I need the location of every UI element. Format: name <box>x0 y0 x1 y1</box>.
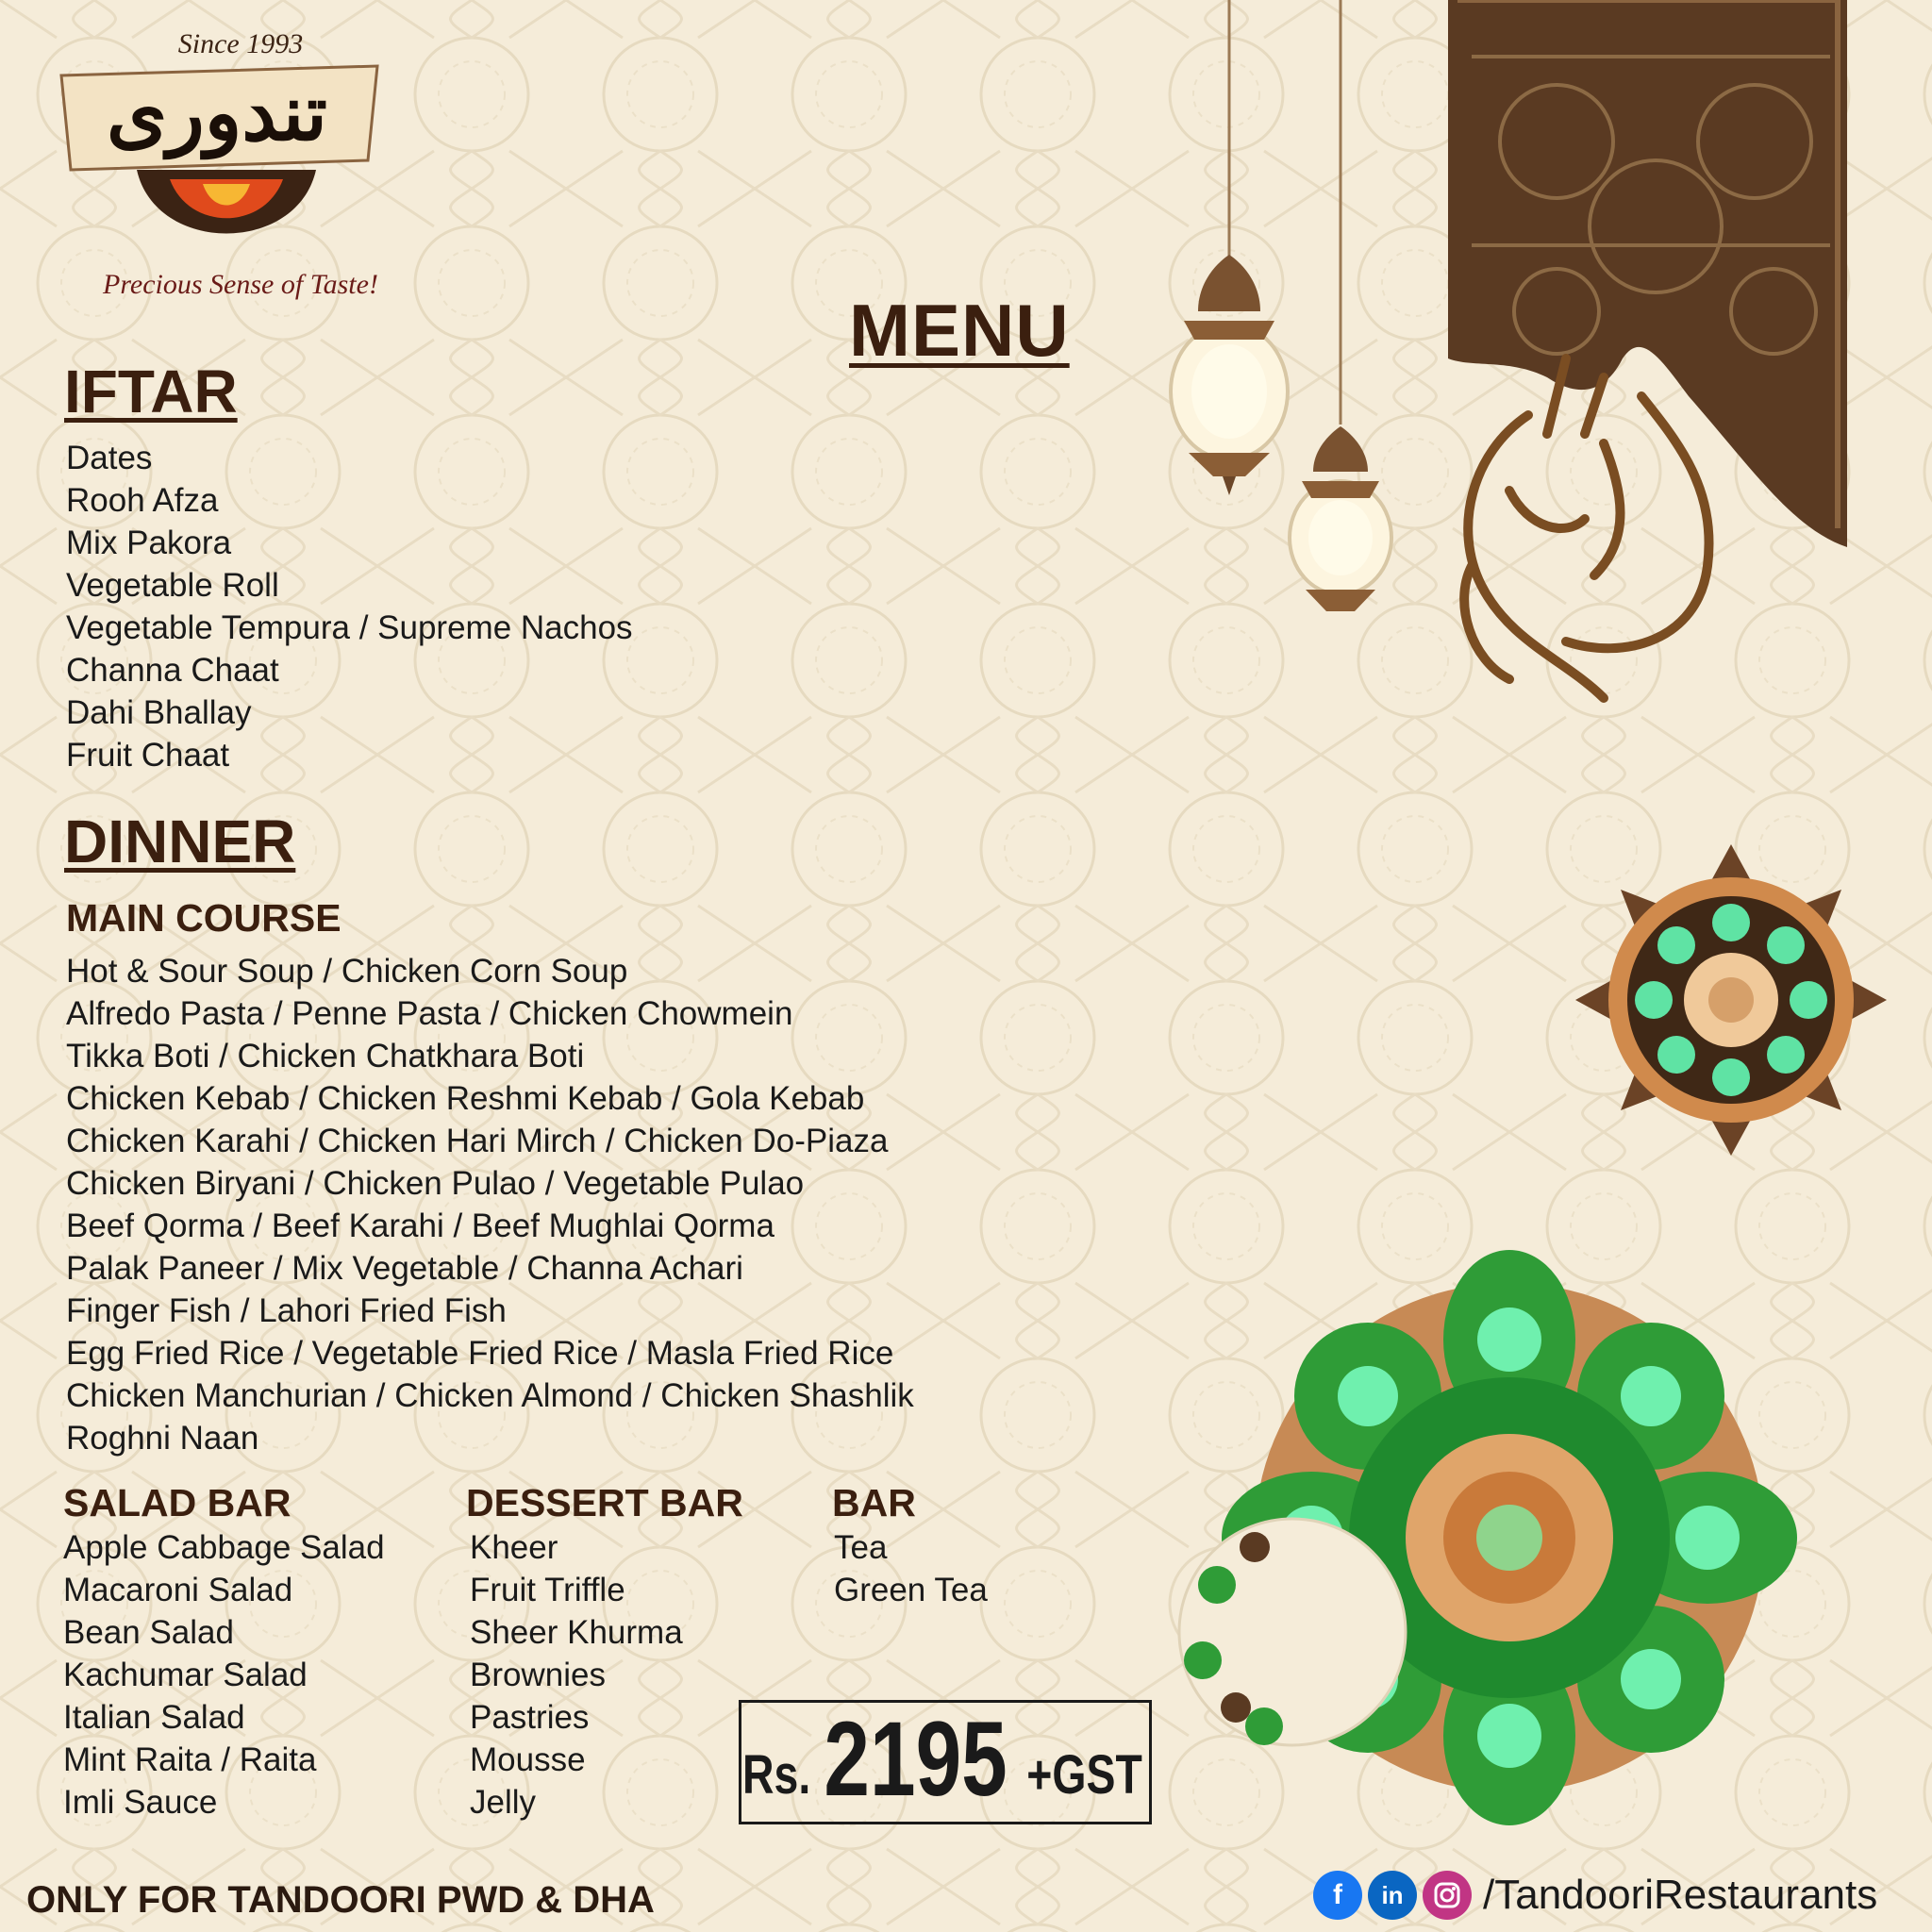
list-item: Mousse <box>470 1741 586 1778</box>
list-item: Sheer Khurma <box>470 1614 683 1651</box>
list-item: Tea <box>834 1529 888 1566</box>
mandala-small <box>1575 844 1887 1156</box>
list-item: Beef Qorma / Beef Karahi / Beef Mughlai Qorma <box>66 1208 774 1244</box>
instagram-icon[interactable] <box>1423 1871 1472 1920</box>
list-item: Vegetable Roll <box>66 567 279 604</box>
iftar-list <box>66 437 633 776</box>
mandala-partial <box>1179 1519 1406 1745</box>
list-item: Pastries <box>470 1699 590 1736</box>
dessert-bar-list <box>470 1526 683 1824</box>
bar-list <box>834 1526 988 1611</box>
list-item: Fruit Chaat <box>66 737 230 774</box>
salad-bar-heading: SALAD BAR <box>63 1481 291 1524</box>
dessert-bar-heading: DESSERT BAR <box>466 1481 743 1524</box>
restaurant-logo <box>42 28 401 311</box>
list-item: Chicken Biryani / Chicken Pulao / Vegetable Pulao <box>66 1165 805 1202</box>
footer-note: ONLY FOR TANDOORI PWD & DHA <box>26 1879 655 1921</box>
list-item: Mix Pakora <box>66 525 232 561</box>
facebook-icon[interactable]: f <box>1313 1871 1362 1920</box>
list-item: Macaroni Salad <box>63 1572 293 1608</box>
menu-title: MENU <box>849 289 1070 372</box>
list-item: Finger Fish / Lahori Fried Fish <box>66 1292 507 1329</box>
list-item: Tikka Boti / Chicken Chatkhara Boti <box>66 1038 585 1074</box>
list-item: Dahi Bhallay <box>66 694 252 731</box>
list-item: Kachumar Salad <box>63 1657 308 1693</box>
logo-since: Since 1993 <box>177 28 304 59</box>
list-item: Dates <box>66 440 153 476</box>
linkedin-icon[interactable]: in <box>1368 1871 1417 1920</box>
list-item: Palak Paneer / Mix Vegetable / Channa Achari <box>66 1250 743 1287</box>
list-item: Hot & Sour Soup / Chicken Corn Soup <box>66 953 628 990</box>
list-item: Vegetable Tempura / Supreme Nachos <box>66 609 633 646</box>
list-item: Alfredo Pasta / Penne Pasta / Chicken Chowmein <box>66 995 793 1032</box>
list-item: Brownies <box>470 1657 606 1693</box>
social-links <box>1313 1871 1877 1920</box>
iftar-heading: IFTAR <box>64 358 238 425</box>
list-item: Kheer <box>470 1529 558 1566</box>
price-tax: +GST <box>1026 1744 1142 1806</box>
logo-tagline: Precious Sense of Taste! <box>103 269 378 300</box>
list-item: Channa Chaat <box>66 652 279 689</box>
list-item: Roghni Naan <box>66 1420 259 1457</box>
price-amount: 2195 <box>824 1700 1008 1818</box>
list-item: Green Tea <box>834 1572 988 1608</box>
logo-emblem <box>99 160 354 264</box>
list-item: Apple Cabbage Salad <box>63 1529 385 1566</box>
dinner-heading: DINNER <box>64 808 296 875</box>
list-item: Jelly <box>470 1784 537 1821</box>
list-item: Chicken Karahi / Chicken Hari Mirch / Chicken Do-Piaza <box>66 1123 889 1159</box>
price-currency: Rs. <box>741 1744 810 1806</box>
list-item: Italian Salad <box>63 1699 245 1736</box>
social-handle[interactable]: /TandooriRestaurants <box>1483 1872 1878 1918</box>
list-item: Mint Raita / Raita <box>63 1741 317 1778</box>
list-item: Bean Salad <box>63 1614 234 1651</box>
main-course-list <box>66 950 914 1459</box>
logo-urdu-name: تندوری <box>107 68 327 158</box>
list-item: Chicken Kebab / Chicken Reshmi Kebab / Gola Kebab <box>66 1080 865 1117</box>
bar-heading: BAR <box>832 1481 916 1524</box>
list-item: Egg Fried Rice / Vegetable Fried Rice / Masla Fried Rice <box>66 1335 894 1372</box>
list-item: Chicken Manchurian / Chicken Almond / Chicken Shashlik <box>66 1377 914 1414</box>
list-item: Rooh Afza <box>66 482 219 519</box>
list-item: Fruit Triffle <box>470 1572 625 1608</box>
main-course-heading: MAIN COURSE <box>66 896 341 940</box>
salad-bar-list <box>63 1526 385 1824</box>
list-item: Imli Sauce <box>63 1784 218 1821</box>
price-box <box>739 1700 1152 1824</box>
